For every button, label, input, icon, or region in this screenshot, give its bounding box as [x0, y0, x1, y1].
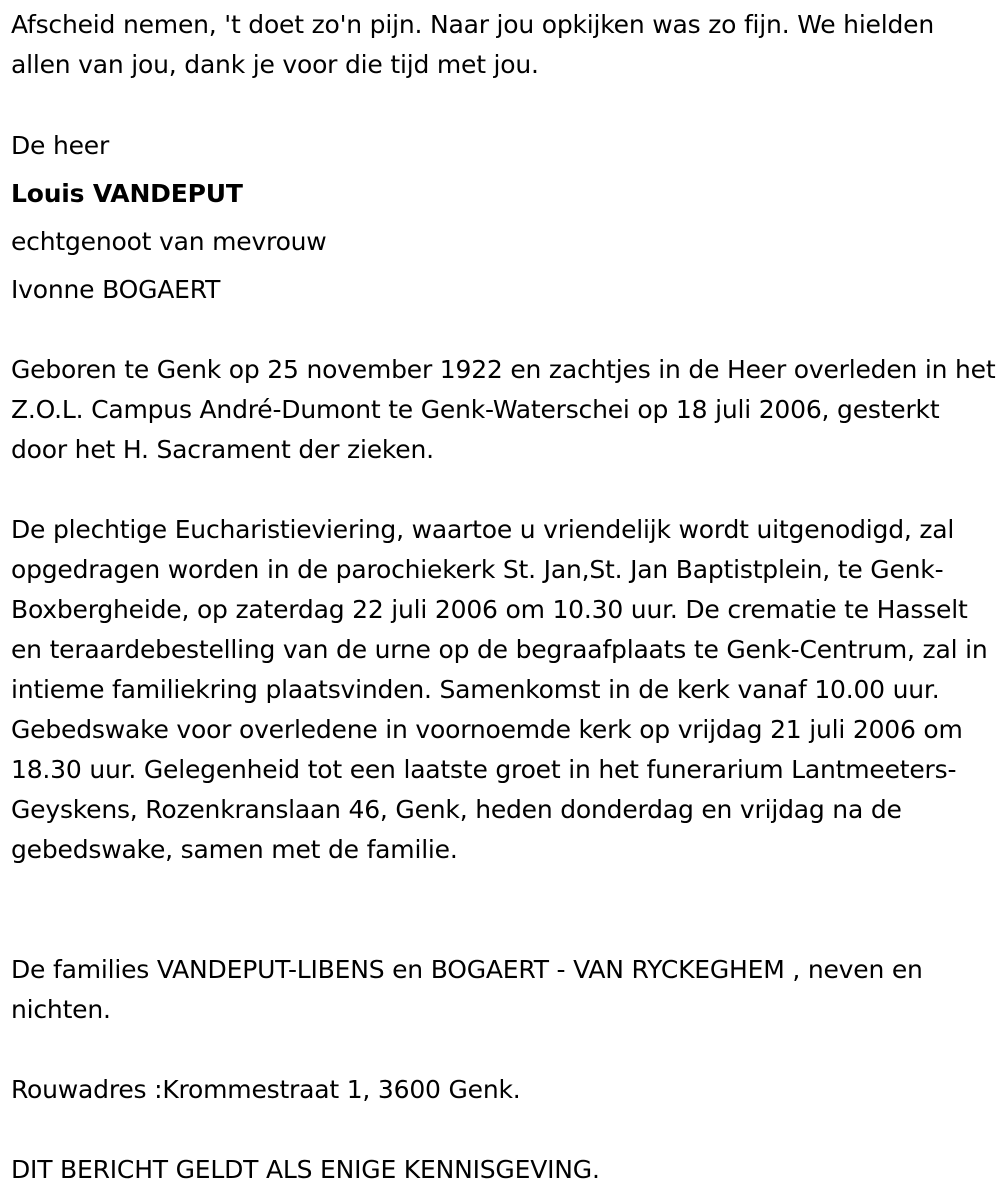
families-text: De families VANDEPUT-LIBENS en BOGAERT - VAN RYCKEGHEM , neven en nichten.: [11, 955, 923, 1024]
disclaimer-text: DIT BERICHT GELDT ALS ENIGE KENNISGEVING.: [11, 1155, 600, 1184]
poem-text: Afscheid nemen, 't doet zo'n pijn. Naar jou opkijken was zo fijn. We hielden allen van jou, dank je voor die tijd met jou.: [11, 10, 934, 79]
title-prefix: De heer: [11, 131, 110, 160]
spouse-label: echtgenoot van mevrouw: [11, 227, 327, 256]
address-text: Rouwadres :Krommestraat 1, 3600 Genk.: [11, 1075, 521, 1104]
ceremony-text: De plechtige Eucharistieviering, waartoe u vriendelijk wordt uitgenodigd, zal opgedragen worden in de parochiekerk St. Jan,St. Jan Baptistplein, te Genk-Boxbergheide, op zaterdag 22 juli 2006 om 10.30 uur. De crematie te Hasselt en teraardebestelling van de urne op de begraafplaats te Genk-Centrum, zal in intieme familiekring plaatsvinden. Samenkomst in de kerk vanaf 10.00 uur. Gebedswake voor overledene in voornoemde kerk op vrijdag 21 juli 2006 om 18.30 uur. Gelegenheid tot een laatste groet in het funerarium Lantmeeters-Geyskens, Rozenkranslaan 46, Genk, heden donderdag en vrijdag na de gebedswake, samen met de familie.: [11, 515, 988, 864]
deceased-name: Louis VANDEPUT: [11, 179, 243, 208]
birth-death-text: Geboren te Genk op 25 november 1922 en zachtjes in de Heer overleden in het Z.O.L. Campus André-Dumont te Genk-Waterschei op 18 juli 2006, gesterkt door het H. Sacrament der zieken.: [11, 355, 996, 464]
spouse-name: Ivonne BOGAERT: [11, 275, 221, 304]
